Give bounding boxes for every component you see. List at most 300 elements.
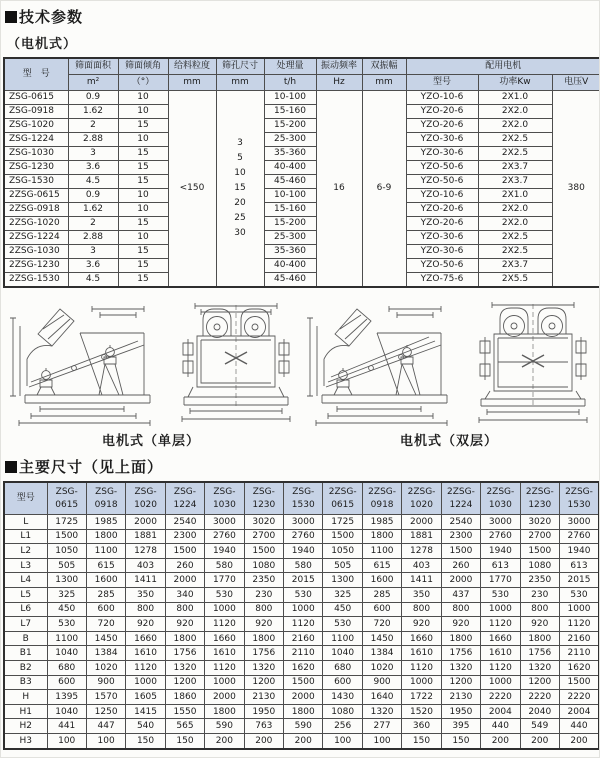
dims-value: 1800	[362, 529, 401, 544]
cell-area: 4.5	[68, 175, 118, 189]
dims-row-label: L1	[4, 529, 47, 544]
dims-value: 200	[559, 733, 599, 748]
tech-table-row	[4, 189, 600, 203]
dims-value: 450	[323, 602, 362, 617]
dims-table-row	[4, 660, 599, 675]
dims-value: 256	[323, 719, 362, 734]
dims-value: 325	[47, 587, 86, 602]
cell-motor-power: 2X2.0	[478, 217, 552, 231]
dims-value: 900	[86, 675, 125, 690]
dims-value: 1020	[362, 660, 401, 675]
cell-frequency: 16	[316, 91, 362, 288]
aperture-value: 15	[234, 183, 246, 193]
cell-angle: 15	[118, 273, 168, 288]
dims-value: 530	[481, 587, 520, 602]
dims-value: 1950	[441, 704, 480, 719]
aperture-value: 10	[234, 168, 246, 178]
cell-angle: 10	[118, 231, 168, 245]
dims-value: 1020	[86, 660, 125, 675]
dims-value: 1100	[86, 544, 125, 559]
dims-value: 1200	[165, 675, 204, 690]
cell-area: 3.6	[68, 161, 118, 175]
dims-value: 530	[284, 587, 323, 602]
cell-angle: 10	[118, 91, 168, 105]
dims-value: 2350	[520, 573, 559, 588]
main-dimensions-table	[3, 481, 600, 750]
tech-table-row	[4, 273, 600, 288]
dims-value: 2000	[126, 515, 165, 530]
cell-angle: 10	[118, 189, 168, 203]
cell-model: 2ZSG-1224	[4, 231, 68, 245]
dims-value: 600	[86, 602, 125, 617]
dims-value: 350	[126, 587, 165, 602]
dims-value: 437	[441, 587, 480, 602]
dims-value: 1610	[205, 646, 244, 661]
dims-value: 1985	[362, 515, 401, 530]
dims-value: 200	[481, 733, 520, 748]
black-square-bullet-icon	[5, 11, 17, 23]
caption-single-deck: 电机式（单层）	[101, 434, 200, 449]
dims-value: 1411	[402, 573, 441, 588]
dims-value: 1450	[86, 631, 125, 646]
dims-col-header: 2ZSG- 1530	[559, 482, 599, 515]
dims-value: 1860	[165, 690, 204, 705]
cell-area: 3	[68, 245, 118, 259]
dims-value: 920	[520, 617, 559, 632]
dims-value: 1500	[244, 544, 283, 559]
dims-value: 2004	[481, 704, 520, 719]
dims-value: 1985	[86, 515, 125, 530]
dims-col-header: ZSG- 0918	[86, 482, 125, 515]
dims-value: 2160	[284, 631, 323, 646]
dims-value: 600	[47, 675, 86, 690]
dims-col-header: ZSG- 1530	[284, 482, 323, 515]
dims-value: 1384	[86, 646, 125, 661]
dims-value: 2300	[441, 529, 480, 544]
dims-value: 1040	[47, 704, 86, 719]
dims-table-row	[4, 602, 599, 617]
cell-motor-model: YZO-30-6	[406, 133, 478, 147]
dims-value: 1120	[126, 660, 165, 675]
dims-value: 2000	[402, 515, 441, 530]
dims-row-label: L5	[4, 587, 47, 602]
aperture-value: 20	[234, 198, 246, 208]
dims-value: 1320	[441, 660, 480, 675]
th-amplitude-unit: mm	[362, 75, 406, 91]
dims-value: 920	[244, 617, 283, 632]
cell-model: ZSG-0615	[4, 91, 68, 105]
dims-table-row	[4, 733, 599, 748]
dims-value: 1950	[244, 704, 283, 719]
dims-table-row	[4, 573, 599, 588]
th-model: 型 号	[4, 58, 68, 91]
cell-model: 2ZSG-0615	[4, 189, 68, 203]
dims-value: 2700	[520, 529, 559, 544]
dims-col-header: 2ZSG- 1230	[520, 482, 559, 515]
dims-value: 395	[441, 719, 480, 734]
dims-value: 1000	[205, 675, 244, 690]
dims-value: 615	[86, 558, 125, 573]
dims-table-row	[4, 690, 599, 705]
th-voltage: 电压V	[552, 75, 600, 91]
cell-motor-model: YZO-10-6	[406, 91, 478, 105]
dims-value: 1120	[481, 617, 520, 632]
drawing-side-view-double	[301, 296, 469, 428]
cell-capacity: 25-300	[264, 231, 316, 245]
dims-value: 2160	[559, 631, 599, 646]
dims-value: 1000	[284, 602, 323, 617]
cell-motor-power: 2X2.5	[478, 147, 552, 161]
cell-motor-model: YZO-30-6	[406, 147, 478, 161]
cell-angle: 15	[118, 175, 168, 189]
dims-value: 1800	[165, 631, 204, 646]
section1-title-text: 技术参数	[19, 8, 84, 26]
dims-value: 1040	[323, 646, 362, 661]
dims-value: 1620	[284, 660, 323, 675]
cell-model: 2ZSG-1530	[4, 273, 68, 288]
dims-value: 1500	[559, 675, 599, 690]
dims-value: 1080	[244, 558, 283, 573]
section2-title-text: 主要尺寸（见上面）	[19, 458, 164, 476]
dims-value: 2220	[559, 690, 599, 705]
dims-value: 1100	[362, 544, 401, 559]
cell-apertures	[216, 91, 264, 288]
dims-value: 2540	[441, 515, 480, 530]
cell-area: 3	[68, 147, 118, 161]
th-screen-area: 筛面面积	[68, 58, 118, 75]
dims-row-label: L7	[4, 617, 47, 632]
dims-value: 1550	[165, 704, 204, 719]
dims-value: 1800	[284, 704, 323, 719]
dims-value: 920	[126, 617, 165, 632]
dims-row-label: L6	[4, 602, 47, 617]
th-frequency-unit: Hz	[316, 75, 362, 91]
aperture-value: 30	[234, 228, 246, 238]
dims-value: 2000	[284, 690, 323, 705]
cell-model: ZSG-1020	[4, 119, 68, 133]
cell-model: ZSG-1530	[4, 175, 68, 189]
dims-value: 2015	[559, 573, 599, 588]
drawing-side-view-single	[4, 296, 172, 428]
dims-value: 1600	[362, 573, 401, 588]
dims-row-label: H3	[4, 733, 47, 748]
dims-value: 1940	[284, 544, 323, 559]
dims-value: 2130	[244, 690, 283, 705]
caption-double-deck: 电机式（双层）	[399, 434, 498, 449]
cell-voltage: 380	[552, 91, 600, 288]
dims-value: 1120	[481, 660, 520, 675]
dims-value: 1500	[520, 544, 559, 559]
dims-value: 565	[165, 719, 204, 734]
dims-value: 3000	[559, 515, 599, 530]
dims-table-row	[4, 587, 599, 602]
dims-table-row	[4, 631, 599, 646]
dims-value: 1278	[402, 544, 441, 559]
dims-value: 1000	[205, 602, 244, 617]
cell-motor-power: 2X2.0	[478, 119, 552, 133]
dims-value: 230	[520, 587, 559, 602]
dims-value: 615	[362, 558, 401, 573]
dims-value: 720	[362, 617, 401, 632]
dims-value: 680	[47, 660, 86, 675]
dims-row-label: L	[4, 515, 47, 530]
dims-value: 1120	[559, 617, 599, 632]
dims-value: 920	[441, 617, 480, 632]
dims-value: 2110	[559, 646, 599, 661]
dims-value: 1756	[165, 646, 204, 661]
cell-capacity: 45-460	[264, 273, 316, 288]
cell-feed-size: <150	[168, 91, 216, 288]
dims-value: 440	[559, 719, 599, 734]
dims-value: 350	[402, 587, 441, 602]
cell-model: ZSG-1224	[4, 133, 68, 147]
dims-value: 150	[402, 733, 441, 748]
tech-table-row	[4, 259, 600, 273]
cell-motor-power: 2X1.0	[478, 91, 552, 105]
dims-row-label: B1	[4, 646, 47, 661]
cell-motor-model: YZO-20-6	[406, 203, 478, 217]
cell-motor-model: YZO-30-6	[406, 231, 478, 245]
cell-model: 2ZSG-1230	[4, 259, 68, 273]
dims-value: 580	[205, 558, 244, 573]
dims-value: 1640	[362, 690, 401, 705]
cell-model: ZSG-1030	[4, 147, 68, 161]
dims-value: 200	[244, 733, 283, 748]
dims-value: 920	[402, 617, 441, 632]
cell-capacity: 15-160	[264, 105, 316, 119]
cell-area: 3.6	[68, 259, 118, 273]
th-capacity: 处理量	[264, 58, 316, 75]
cell-angle: 15	[118, 245, 168, 259]
dims-value: 1610	[126, 646, 165, 661]
dims-value: 1756	[441, 646, 480, 661]
cell-angle: 15	[118, 259, 168, 273]
dims-value: 1940	[481, 544, 520, 559]
dims-value: 1800	[520, 631, 559, 646]
dims-table-row	[4, 544, 599, 559]
tech-table-row	[4, 245, 600, 259]
section1-title	[5, 6, 598, 27]
dims-value: 1610	[402, 646, 441, 661]
dims-value: 2040	[520, 704, 559, 719]
dims-col-header: 2ZSG- 0615	[323, 482, 362, 515]
cell-amplitude: 6-9	[362, 91, 406, 288]
cell-angle: 15	[118, 147, 168, 161]
dims-value: 277	[362, 719, 401, 734]
th-motor-power: 功率Kw	[478, 75, 552, 91]
dims-value: 1000	[402, 675, 441, 690]
th-aperture: 筛孔尺寸	[216, 58, 264, 75]
dims-value: 340	[165, 587, 204, 602]
dims-value: 1000	[559, 602, 599, 617]
cell-motor-model: YZO-10-6	[406, 189, 478, 203]
dims-value: 1100	[323, 631, 362, 646]
dims-value: 1940	[205, 544, 244, 559]
dims-col-header: 2ZSG- 0918	[362, 482, 401, 515]
dims-table-row	[4, 529, 599, 544]
dims-value: 2000	[205, 690, 244, 705]
dims-value: 1120	[205, 617, 244, 632]
dims-value: 920	[165, 617, 204, 632]
tech-table-row	[4, 175, 600, 189]
dims-value: 1605	[126, 690, 165, 705]
tech-table-row	[4, 217, 600, 231]
dims-value: 1200	[441, 675, 480, 690]
th-screen-angle-unit: （°）	[118, 75, 168, 91]
dims-value: 1320	[165, 660, 204, 675]
dims-value: 150	[126, 733, 165, 748]
dims-value: 1320	[520, 660, 559, 675]
dims-value: 1660	[481, 631, 520, 646]
dims-table-row	[4, 617, 599, 632]
tech-table-row	[4, 119, 600, 133]
dims-col-header: ZSG- 1224	[165, 482, 204, 515]
dims-value: 1881	[402, 529, 441, 544]
dims-value: 1800	[86, 529, 125, 544]
cell-motor-power: 2X2.5	[478, 231, 552, 245]
cell-area: 0.9	[68, 189, 118, 203]
dims-value: 1500	[441, 544, 480, 559]
dims-table-body	[4, 515, 599, 749]
dims-value: 1570	[86, 690, 125, 705]
cell-angle: 10	[118, 203, 168, 217]
cell-capacity: 15-200	[264, 217, 316, 231]
dims-value: 3000	[205, 515, 244, 530]
tech-table-row	[4, 161, 600, 175]
dims-value: 1250	[86, 704, 125, 719]
dims-value: 1040	[47, 646, 86, 661]
dims-table-row	[4, 515, 599, 530]
dims-value: 1500	[47, 529, 86, 544]
dims-value: 360	[402, 719, 441, 734]
th-amplitude: 双振幅	[362, 58, 406, 75]
dims-value: 325	[323, 587, 362, 602]
dims-value: 1600	[86, 573, 125, 588]
dims-value: 1000	[481, 675, 520, 690]
dims-row-label: B	[4, 631, 47, 646]
dims-value: 613	[559, 558, 599, 573]
dims-col-header: 2ZSG- 1030	[481, 482, 520, 515]
dims-value: 1320	[244, 660, 283, 675]
cell-area: 1.62	[68, 203, 118, 217]
cell-capacity: 15-160	[264, 203, 316, 217]
dims-value: 900	[362, 675, 401, 690]
figure-captions	[2, 430, 598, 449]
cell-motor-model: YZO-50-6	[406, 161, 478, 175]
dims-value: 3020	[244, 515, 283, 530]
aperture-value: 3	[237, 138, 243, 148]
cell-model: ZSG-0918	[4, 105, 68, 119]
dims-value: 2130	[441, 690, 480, 705]
dims-value: 720	[86, 617, 125, 632]
dims-value: 441	[47, 719, 86, 734]
dims-value: 540	[126, 719, 165, 734]
dims-value: 1120	[284, 617, 323, 632]
tech-table-row	[4, 91, 600, 105]
cell-motor-power: 2X3.7	[478, 175, 552, 189]
dims-value: 440	[481, 719, 520, 734]
dims-value: 1278	[126, 544, 165, 559]
drawing-front-view-double	[470, 296, 596, 428]
tech-table-body	[4, 91, 600, 288]
dims-table-row	[4, 675, 599, 690]
dims-value: 800	[165, 602, 204, 617]
cell-model: 2ZSG-1020	[4, 217, 68, 231]
dims-header-row	[4, 482, 599, 515]
dims-value: 1800	[244, 631, 283, 646]
dims-value: 285	[362, 587, 401, 602]
cell-area: 2	[68, 119, 118, 133]
cell-motor-model: YZO-30-6	[406, 245, 478, 259]
dims-value: 450	[47, 602, 86, 617]
tech-header-row-1	[4, 58, 600, 75]
dims-row-label: L4	[4, 573, 47, 588]
dims-value: 260	[165, 558, 204, 573]
dims-value: 2300	[165, 529, 204, 544]
dims-value: 1500	[284, 675, 323, 690]
drawing-front-view-single	[173, 296, 299, 428]
dims-value: 3020	[520, 515, 559, 530]
dims-value: 505	[47, 558, 86, 573]
cell-motor-model: YZO-20-6	[406, 119, 478, 133]
dims-col-header: 2ZSG- 1224	[441, 482, 480, 515]
dims-row-label: B2	[4, 660, 47, 675]
dims-value: 285	[86, 587, 125, 602]
dims-value: 1300	[323, 573, 362, 588]
dims-value: 1050	[47, 544, 86, 559]
dims-col-header: ZSG- 1020	[126, 482, 165, 515]
section1-subtitle: （电机式）	[7, 37, 78, 52]
dims-value: 1080	[520, 558, 559, 573]
dims-value: 1000	[126, 675, 165, 690]
cell-motor-model: YZO-50-6	[406, 259, 478, 273]
dims-table-row	[4, 646, 599, 661]
cell-motor-model: YZO-20-6	[406, 105, 478, 119]
dims-value: 2015	[284, 573, 323, 588]
tech-parameters-table	[3, 57, 600, 288]
dims-value: 3000	[284, 515, 323, 530]
technical-drawings	[4, 294, 596, 428]
dims-value: 600	[323, 675, 362, 690]
dims-value: 2004	[559, 704, 599, 719]
dims-value: 600	[362, 602, 401, 617]
dims-value: 530	[47, 617, 86, 632]
section2-title	[5, 456, 598, 477]
dims-value: 1384	[362, 646, 401, 661]
th-feed-size: 给料粒度	[168, 58, 216, 75]
tech-table-row	[4, 147, 600, 161]
dims-value: 1800	[205, 704, 244, 719]
cell-angle: 10	[118, 105, 168, 119]
dims-row-label: L2	[4, 544, 47, 559]
dims-value: 1411	[126, 573, 165, 588]
cell-motor-power: 2X2.0	[478, 203, 552, 217]
dims-value: 1756	[520, 646, 559, 661]
dims-value: 1660	[205, 631, 244, 646]
dims-value: 200	[284, 733, 323, 748]
dims-value: 1770	[481, 573, 520, 588]
tech-table-row	[4, 231, 600, 245]
dims-value: 2760	[205, 529, 244, 544]
dims-value: 800	[520, 602, 559, 617]
dims-value: 2760	[284, 529, 323, 544]
dims-value: 2110	[284, 646, 323, 661]
th-feed-size-unit: mm	[168, 75, 216, 91]
dims-value: 2000	[441, 573, 480, 588]
dims-value: 403	[126, 558, 165, 573]
dims-value: 590	[284, 719, 323, 734]
dims-value: 447	[86, 719, 125, 734]
